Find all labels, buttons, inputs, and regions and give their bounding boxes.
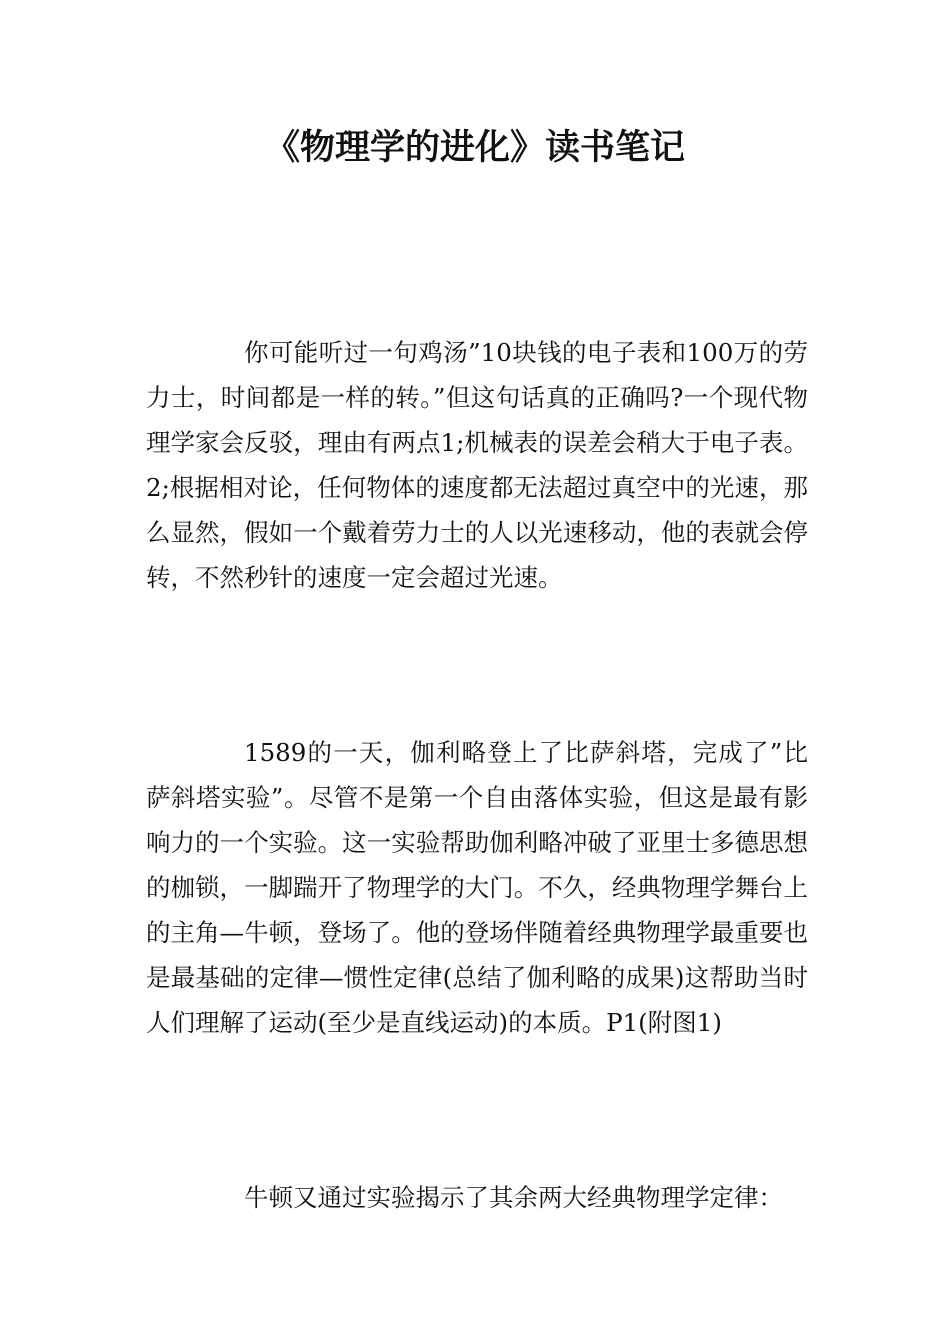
- paragraph-2: 1589的一天，伽利略登上了比萨斜塔，完成了”比萨斜塔实验”。尽管不是第一个自由落体实验，但这是最有影响力的一个实验。这一实验帮助伽利略冲破了亚里士多德思想的枷锁，一脚踹开了物理学的大门。不久，经典物理学舞台上的主角—牛顿，登场了。他的登场伴随着经典物理学最重要也是最基础的定律—惯性定律(总结了伽利略的成果)这帮助当时人们理解了运动(至少是直线运动)的本质。P1(附图1): [146, 738, 808, 1037]
- paragraph-1: 你可能听过一句鸡汤”10块钱的电子表和100万的劳力士，时间都是一样的转。”但这句话真的正确吗?一个现代物理学家会反驳，理由有两点1;机械表的误差会稍大于电子表。2;根据相对论，任何物体的速度都无法超过真空中的光速，那么显然，假如一个戴着劳力士的人以光速移动，他的表就会停转，不然秒针的速度一定会超过光速。: [146, 338, 808, 592]
- paragraph-3: 牛顿又通过实验揭示了其余两大经典物理学定律：: [244, 1183, 783, 1212]
- page-title: 《物理学的进化》读书笔记: [264, 128, 685, 168]
